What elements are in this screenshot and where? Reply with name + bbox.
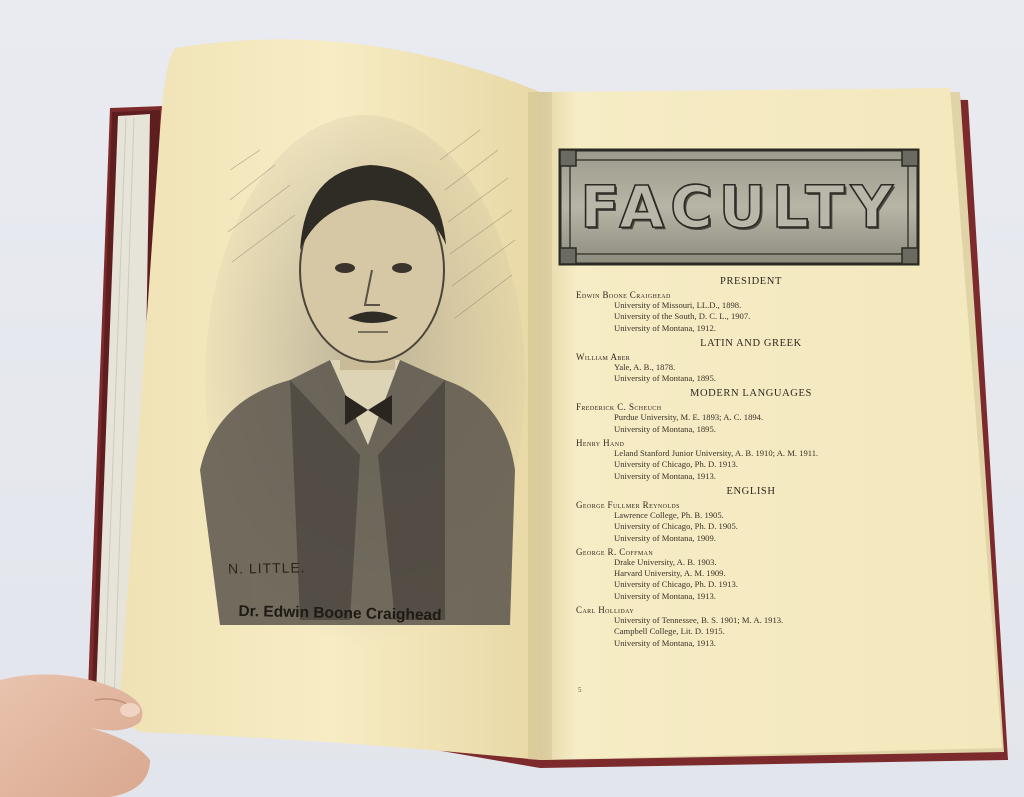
faculty-entry — [576, 438, 926, 482]
section-heading: ENGLISH — [726, 485, 776, 497]
faculty-degree: University of Montana, 1912. — [614, 322, 716, 333]
faculty-name: George Fullmer Reynolds — [576, 499, 680, 510]
faculty-degree: Yale, A. B., 1878. — [614, 361, 676, 372]
faculty-degree: University of Tennessee, B. S. 1901; M. A. 1913. — [614, 615, 784, 626]
faculty-list — [576, 272, 926, 652]
faculty-entry — [576, 290, 926, 334]
section-heading: MODERN LANGUAGES — [690, 388, 812, 400]
section-heading: PRESIDENT — [720, 276, 782, 287]
faculty-name: Henry Hand — [576, 438, 625, 449]
faculty-degree: University of Missouri, LL.D., 1898. — [614, 300, 742, 310]
faculty-entry — [576, 402, 926, 435]
faculty-title: FACULTY — [580, 173, 899, 241]
faculty-entry — [576, 352, 926, 385]
faculty-name: Carl Holliday — [576, 605, 635, 616]
page-number: 5 — [578, 686, 582, 694]
faculty-degree: Campbell College, Lit. D. 1915. — [614, 626, 725, 637]
faculty-degree: Purdue University, M. E. 1893; A. C. 1894. — [614, 412, 764, 423]
faculty-name: Frederick C. Scheuch — [576, 402, 662, 413]
faculty-degree: University of Montana, 1913. — [614, 470, 716, 481]
faculty-degree: University of Montana, 1913. — [614, 637, 716, 648]
faculty-entry — [576, 547, 926, 602]
portrait-caption: Dr. Edwin Boone Craighead — [238, 602, 442, 625]
faculty-degree: University of Montana, 1895. — [614, 373, 716, 384]
faculty-entry — [576, 500, 926, 544]
faculty-degree: Harvard University, A. M. 1909. — [614, 568, 726, 579]
faculty-name: George R. Coffman — [576, 546, 654, 557]
faculty-degree: University of Montana, 1895. — [614, 423, 716, 434]
faculty-degree: University of the South, D. C. L., 1907. — [614, 311, 751, 322]
faculty-degree: Lawrence College, Ph. B. 1905. — [614, 509, 724, 520]
faculty-degree: University of Chicago, Ph. D. 1913. — [614, 579, 738, 590]
faculty-degree: University of Chicago, Ph. D. 1905. — [614, 521, 738, 532]
section-heading: LATIN AND GREEK — [700, 337, 802, 349]
faculty-name: William Aber — [576, 351, 631, 362]
faculty-name: Edwin Boone Craighead — [576, 290, 671, 300]
faculty-degree: University of Chicago, Ph. D. 1913. — [614, 459, 738, 470]
faculty-degree: Leland Stanford Junior University, A. B. 1910; A. M. 1911. — [614, 448, 819, 459]
faculty-degree: University of Montana, 1913. — [614, 590, 716, 601]
faculty-degree: University of Montana, 1909. — [614, 532, 716, 543]
faculty-degree: Drake University, A. B. 1903. — [614, 556, 717, 567]
faculty-entry — [576, 605, 926, 649]
artist-signature: N. LITTLE. — [227, 559, 306, 577]
